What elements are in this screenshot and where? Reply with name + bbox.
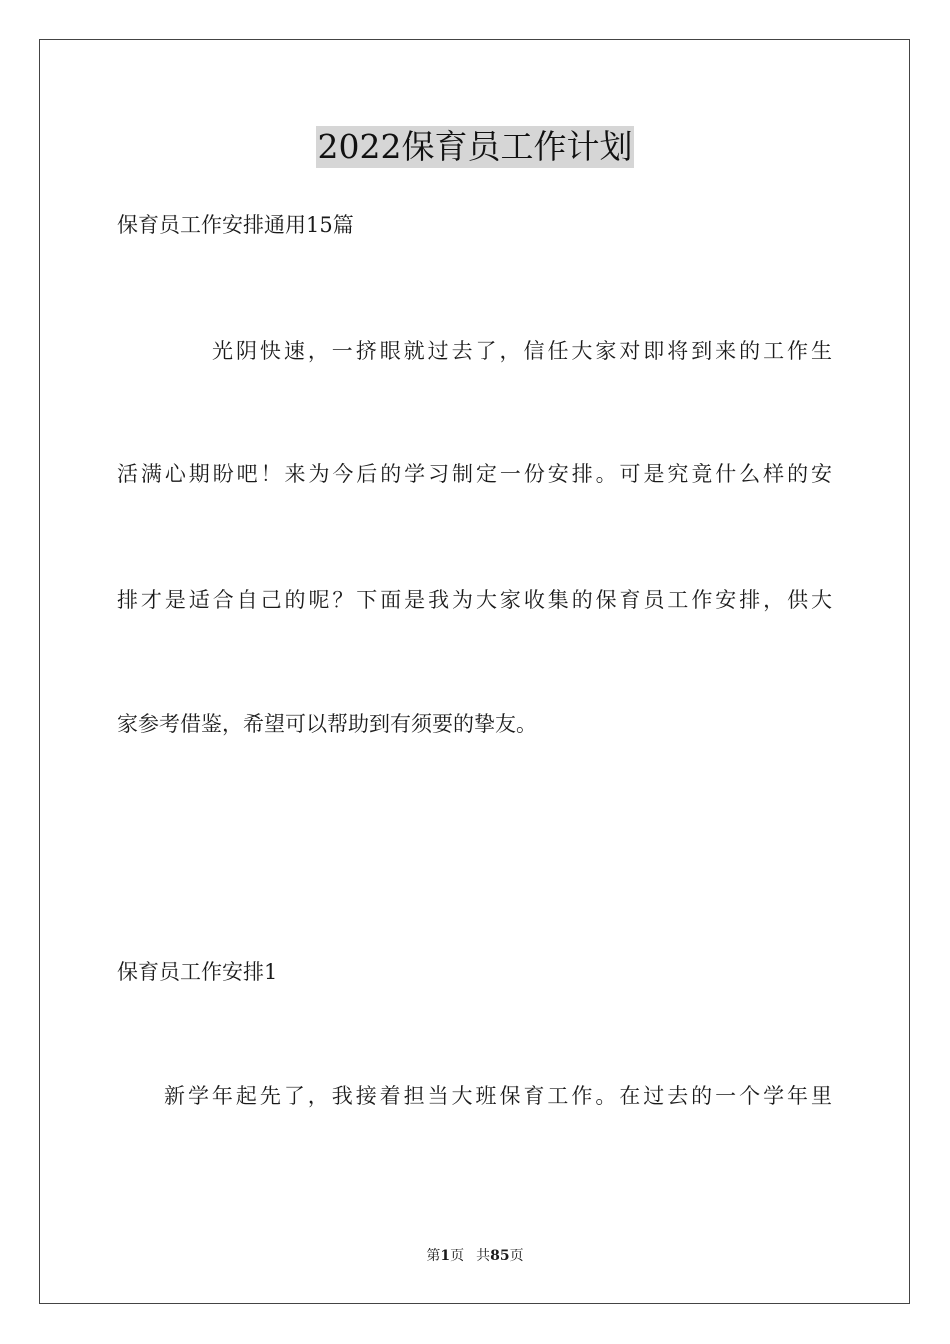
document-subtitle: 保育员工作安排通用15篇	[117, 213, 354, 237]
footer-page-suffix: 页	[450, 1248, 465, 1264]
intro-line-4: 家参考借鉴，希望可以帮助到有须要的挚友。	[117, 712, 537, 736]
intro-line-1: 光阴快速，一挤眼就过去了，信任大家对即将到来的工作生	[212, 339, 832, 363]
document-title: 2022保育员工作计划	[317, 127, 633, 166]
section-heading: 保育员工作安排1	[117, 960, 278, 984]
footer-total-prefix: 共	[476, 1248, 491, 1264]
intro-line-2: 活满心期盼吧！来为今后的学习制定一份安排。可是究竟什么样的安	[117, 462, 832, 486]
footer-total-pages: 85	[490, 1248, 510, 1264]
section-line-1: 新学年起先了，我接着担当大班保育工作。在过去的一个学年里	[164, 1084, 832, 1108]
title-container	[0, 126, 950, 168]
page-footer	[0, 1247, 950, 1265]
footer-page-number: 1	[440, 1248, 451, 1264]
footer-page-prefix: 第	[426, 1248, 441, 1264]
footer-total-suffix: 页	[509, 1248, 524, 1264]
intro-line-3: 排才是适合自己的呢？下面是我为大家收集的保育员工作安排，供大	[117, 588, 832, 612]
